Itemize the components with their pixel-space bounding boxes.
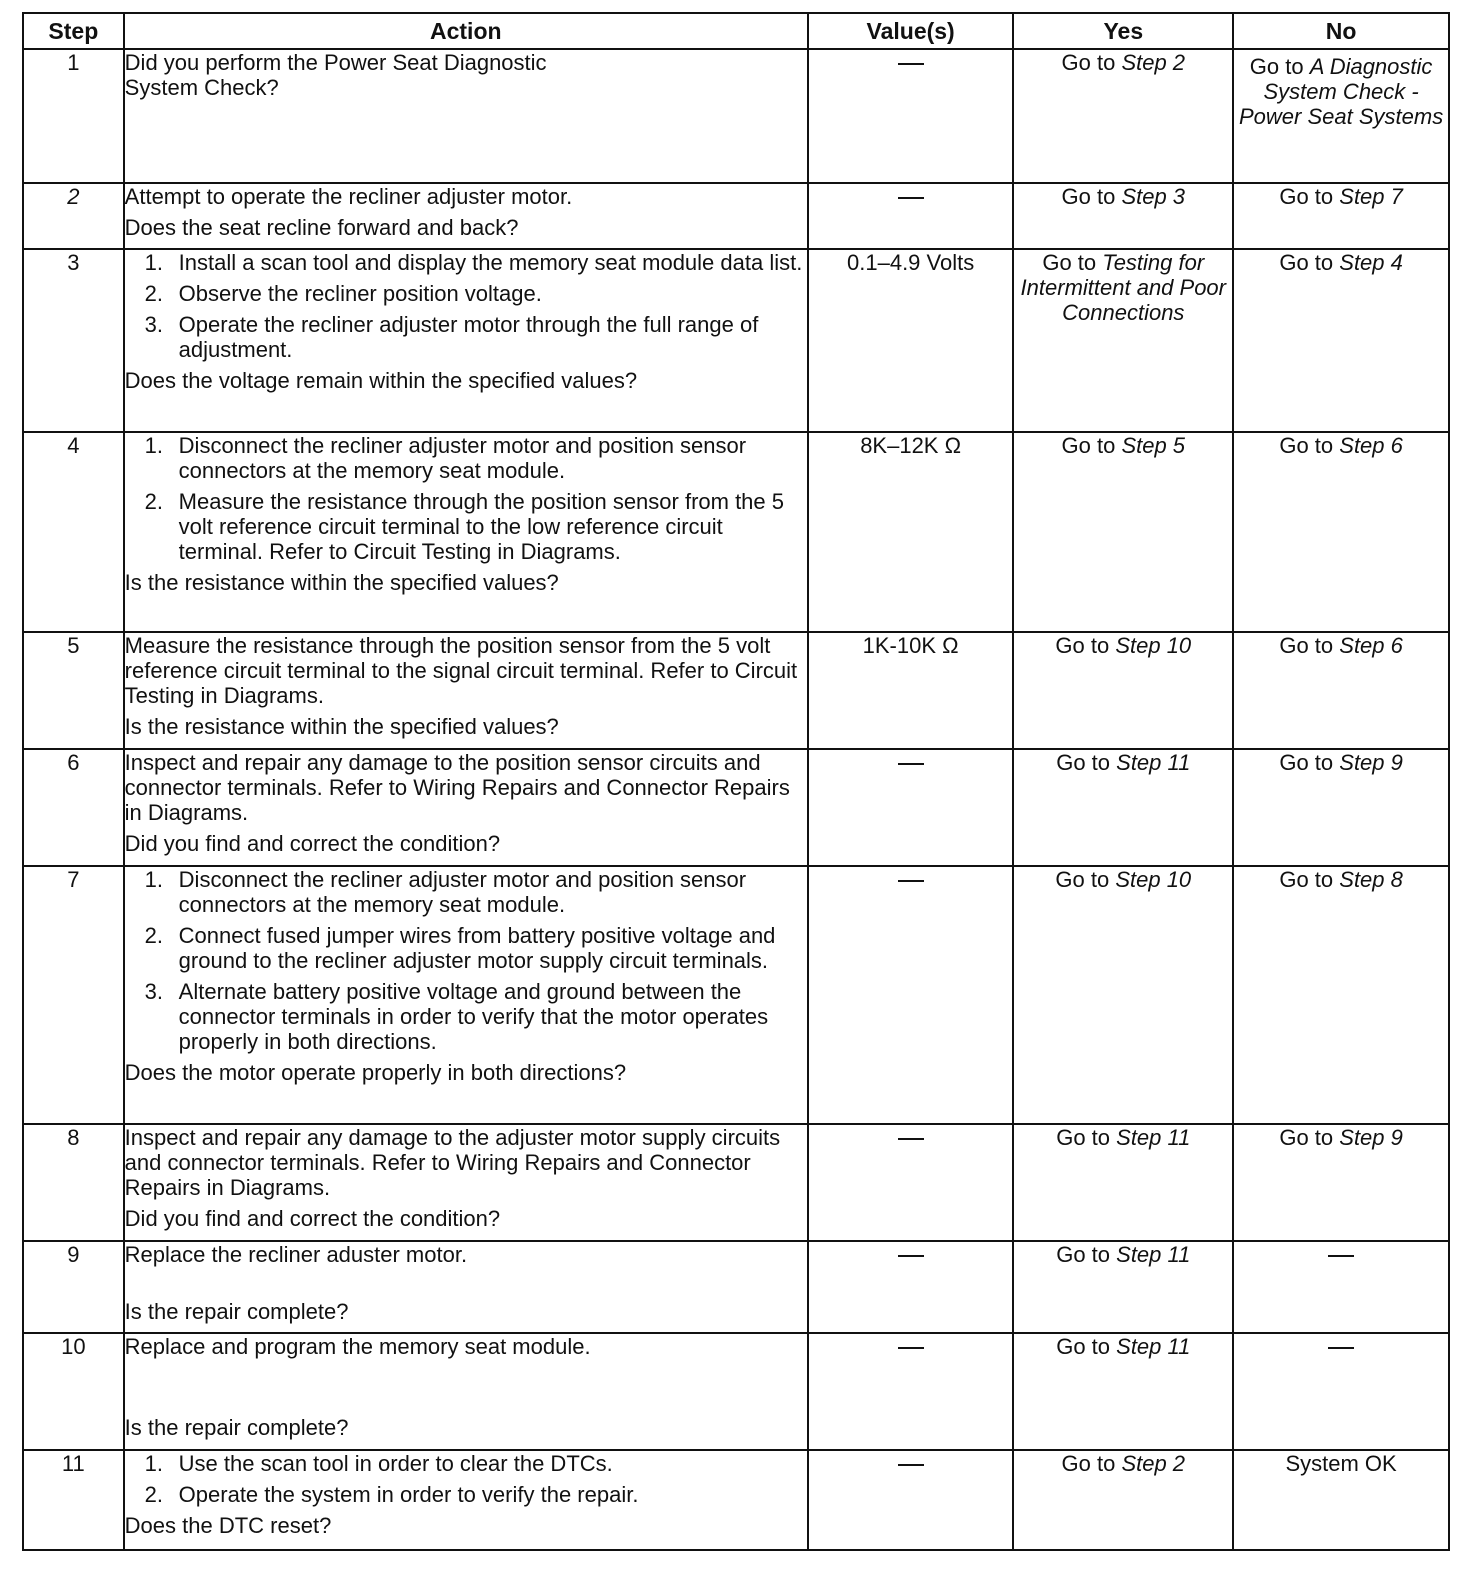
- yes-link[interactable]: Step 10: [1115, 633, 1192, 658]
- yes-cell: Go to Step 3: [1013, 183, 1233, 249]
- step-number: 10: [23, 1333, 124, 1450]
- value-dash: [898, 1464, 924, 1466]
- action-text: Did you perform the Power Seat Diagnostic System Check?: [124, 50, 547, 100]
- step-number: 2: [23, 183, 124, 249]
- value-dash: [898, 1255, 924, 1257]
- table-row: [23, 749, 1449, 866]
- header-no: No: [1233, 13, 1449, 49]
- table-row: [23, 249, 1449, 432]
- action-text: Attempt to operate the recliner adjuster motor.: [124, 184, 573, 209]
- no-cell: Go to Step 7: [1233, 183, 1449, 249]
- action-cell: [124, 1450, 808, 1550]
- no-cell: Go to Step 9: [1233, 1124, 1449, 1241]
- action-steps: [125, 250, 807, 362]
- action-question: Is the repair complete?: [124, 1415, 349, 1440]
- no-cell: Go to Step 8: [1233, 866, 1449, 1124]
- step-number: 5: [23, 632, 124, 749]
- yes-cell: Go to Step 2: [1013, 1450, 1233, 1550]
- table-row: [23, 432, 1449, 632]
- header-values: Value(s): [808, 13, 1013, 49]
- table-header-row: [23, 13, 1449, 49]
- no-cell: Go to A Diagnostic System Check - Power Seat Systems: [1233, 49, 1449, 183]
- value-cell: [808, 1333, 1013, 1450]
- header-step: Step: [23, 13, 124, 49]
- no-cell: Go to Step 4: [1233, 249, 1449, 432]
- yes-cell: Go to Step 11: [1013, 1333, 1233, 1450]
- diagnostic-table: [22, 12, 1450, 1551]
- table-row: [23, 632, 1449, 749]
- value-dash: [898, 1347, 924, 1349]
- yes-cell: Go to Testing for Intermittent and Poor Connections: [1013, 249, 1233, 432]
- no-cell: Go to Step 6: [1233, 632, 1449, 749]
- value-cell: [808, 183, 1013, 249]
- table-row: [23, 866, 1449, 1124]
- value-cell: [808, 866, 1013, 1124]
- action-step-item: 1. Install a scan tool and display the memory seat module data list.: [144, 250, 803, 275]
- action-text: Replace and program the memory seat module.: [124, 1334, 591, 1359]
- value-cell: 0.1–4.9 Volts: [808, 249, 1013, 432]
- action-cell: [124, 632, 808, 749]
- yes-cell: Go to Step 10: [1013, 632, 1233, 749]
- no-cell: [1233, 1241, 1449, 1333]
- yes-link[interactable]: Step 11: [1116, 1334, 1191, 1359]
- action-cell: [124, 749, 808, 866]
- action-step-item: 1. Use the scan tool in order to clear the DTCs.: [144, 1451, 613, 1476]
- action-question: Is the resistance within the specified values?: [124, 714, 559, 739]
- value-cell: [808, 1124, 1013, 1241]
- yes-link[interactable]: Step 2: [1121, 50, 1186, 75]
- action-cell: [124, 1241, 808, 1333]
- action-question: Did you find and correct the condition?: [124, 831, 501, 856]
- value-cell: [808, 49, 1013, 183]
- action-text: Inspect and repair any damage to the adjuster motor supply circuits and connector terminals. Refer to Wiring Repairs and Connector Repairs in Diagrams.: [124, 1125, 781, 1200]
- action-cell: [124, 1124, 808, 1241]
- step-number: 3: [23, 249, 124, 432]
- yes-link[interactable]: Step 11: [1116, 750, 1191, 775]
- no-cell: [1233, 1450, 1449, 1550]
- step-number: 4: [23, 432, 124, 632]
- action-text: Replace the recliner aduster motor.: [124, 1242, 468, 1267]
- no-link[interactable]: Step 4: [1339, 250, 1403, 275]
- table-row: [23, 49, 1449, 183]
- yes-link[interactable]: Step 3: [1121, 184, 1186, 209]
- yes-link[interactable]: Step 2: [1121, 1451, 1186, 1476]
- action-step-item: 2. Connect fused jumper wires from battery positive voltage and ground to the recliner adjuster motor supply circuit terminals.: [144, 923, 776, 973]
- step-number: 11: [23, 1450, 124, 1550]
- action-question: Does the seat recline forward and back?: [124, 215, 519, 240]
- yes-link[interactable]: Testing for Intermittent and Poor Connections: [1020, 250, 1226, 325]
- action-cell: [124, 183, 808, 249]
- action-step-item: 3. Alternate battery positive voltage and ground between the connector terminals in order to verify that the motor operates properly in both directions.: [144, 979, 769, 1054]
- value-dash: [898, 763, 924, 765]
- yes-cell: Go to Step 11: [1013, 749, 1233, 866]
- no-cell: Go to Step 9: [1233, 749, 1449, 866]
- no-link[interactable]: Step 6: [1339, 633, 1403, 658]
- action-question: Is the repair complete?: [124, 1299, 349, 1324]
- step-number: 1: [23, 49, 124, 183]
- no-dash: [1328, 1255, 1354, 1257]
- no-cell: Go to Step 6: [1233, 432, 1449, 632]
- action-steps: [125, 867, 807, 1054]
- action-question: Does the voltage remain within the specified values?: [124, 368, 638, 393]
- no-link[interactable]: Step 9: [1339, 1125, 1403, 1150]
- action-step-item: 2. Observe the recliner position voltage.: [144, 281, 542, 306]
- action-step-item: 3. Operate the recliner adjuster motor through the full range of adjustment.: [144, 312, 759, 362]
- action-text: Inspect and repair any damage to the position sensor circuits and connector terminals. Refer to Wiring Repairs and Connector Repairs in Diagrams.: [124, 750, 790, 825]
- value-dash: [898, 63, 924, 65]
- no-link[interactable]: Step 9: [1339, 750, 1403, 775]
- action-step-item: 1. Disconnect the recliner adjuster motor and position sensor connectors at the memory seat module.: [144, 433, 747, 483]
- action-cell: [124, 249, 808, 432]
- action-question: Does the motor operate properly in both directions?: [124, 1060, 627, 1085]
- action-step-item: 2. Operate the system in order to verify the repair.: [144, 1482, 639, 1507]
- yes-link[interactable]: Step 11: [1116, 1242, 1191, 1267]
- action-cell: [124, 49, 808, 183]
- no-cell: [1233, 1333, 1449, 1450]
- step-number: 9: [23, 1241, 124, 1333]
- no-link[interactable]: A Diagnostic System Check - Power Seat Systems: [1239, 54, 1444, 129]
- header-action: Action: [124, 13, 808, 49]
- table-row: [23, 1450, 1449, 1550]
- action-question: Is the resistance within the specified values?: [124, 570, 559, 595]
- value-cell: [808, 1450, 1013, 1550]
- yes-cell: Go to Step 11: [1013, 1241, 1233, 1333]
- value-cell: [808, 749, 1013, 866]
- action-question: Did you find and correct the condition?: [124, 1206, 501, 1231]
- value-dash: [898, 1138, 924, 1140]
- action-cell: [124, 866, 808, 1124]
- table-row: [23, 1241, 1449, 1333]
- no-dash: [1328, 1347, 1354, 1349]
- table-row: [23, 183, 1449, 249]
- action-cell: [124, 1333, 808, 1450]
- yes-link[interactable]: Step 11: [1116, 1125, 1191, 1150]
- action-question: Does the DTC reset?: [124, 1513, 332, 1538]
- no-link[interactable]: Step 6: [1339, 433, 1403, 458]
- yes-link[interactable]: Step 5: [1121, 433, 1186, 458]
- yes-cell: Go to Step 5: [1013, 432, 1233, 632]
- value-cell: 1K-10K Ω: [808, 632, 1013, 749]
- action-cell: [124, 432, 808, 632]
- action-steps: [125, 433, 807, 564]
- action-steps: [125, 1451, 807, 1507]
- yes-cell: Go to Step 2: [1013, 49, 1233, 183]
- value-cell: 8K–12K Ω: [808, 432, 1013, 632]
- table-row: [23, 1124, 1449, 1241]
- yes-cell: Go to Step 10: [1013, 866, 1233, 1124]
- header-yes: Yes: [1013, 13, 1233, 49]
- value-cell: [808, 1241, 1013, 1333]
- yes-link[interactable]: Step 10: [1115, 867, 1192, 892]
- no-link[interactable]: Step 7: [1339, 184, 1403, 209]
- no-link[interactable]: Step 8: [1339, 867, 1403, 892]
- table-row: [23, 1333, 1449, 1450]
- action-step-item: 1. Disconnect the recliner adjuster motor and position sensor connectors at the memory seat module.: [144, 867, 747, 917]
- value-dash: [898, 197, 924, 199]
- action-text: Measure the resistance through the position sensor from the 5 volt reference circuit terminal to the signal circuit terminal. Refer to Circuit Testing in Diagrams.: [124, 633, 798, 708]
- value-dash: [898, 880, 924, 882]
- step-number: 6: [23, 749, 124, 866]
- no-result: System OK: [1285, 1451, 1397, 1476]
- step-number: 8: [23, 1124, 124, 1241]
- yes-cell: Go to Step 11: [1013, 1124, 1233, 1241]
- step-number: 7: [23, 866, 124, 1124]
- action-step-item: 2. Measure the resistance through the position sensor from the 5 volt reference circuit terminal to the low reference circuit terminal. Refer to Circuit Testing in Diagrams.: [144, 489, 785, 564]
